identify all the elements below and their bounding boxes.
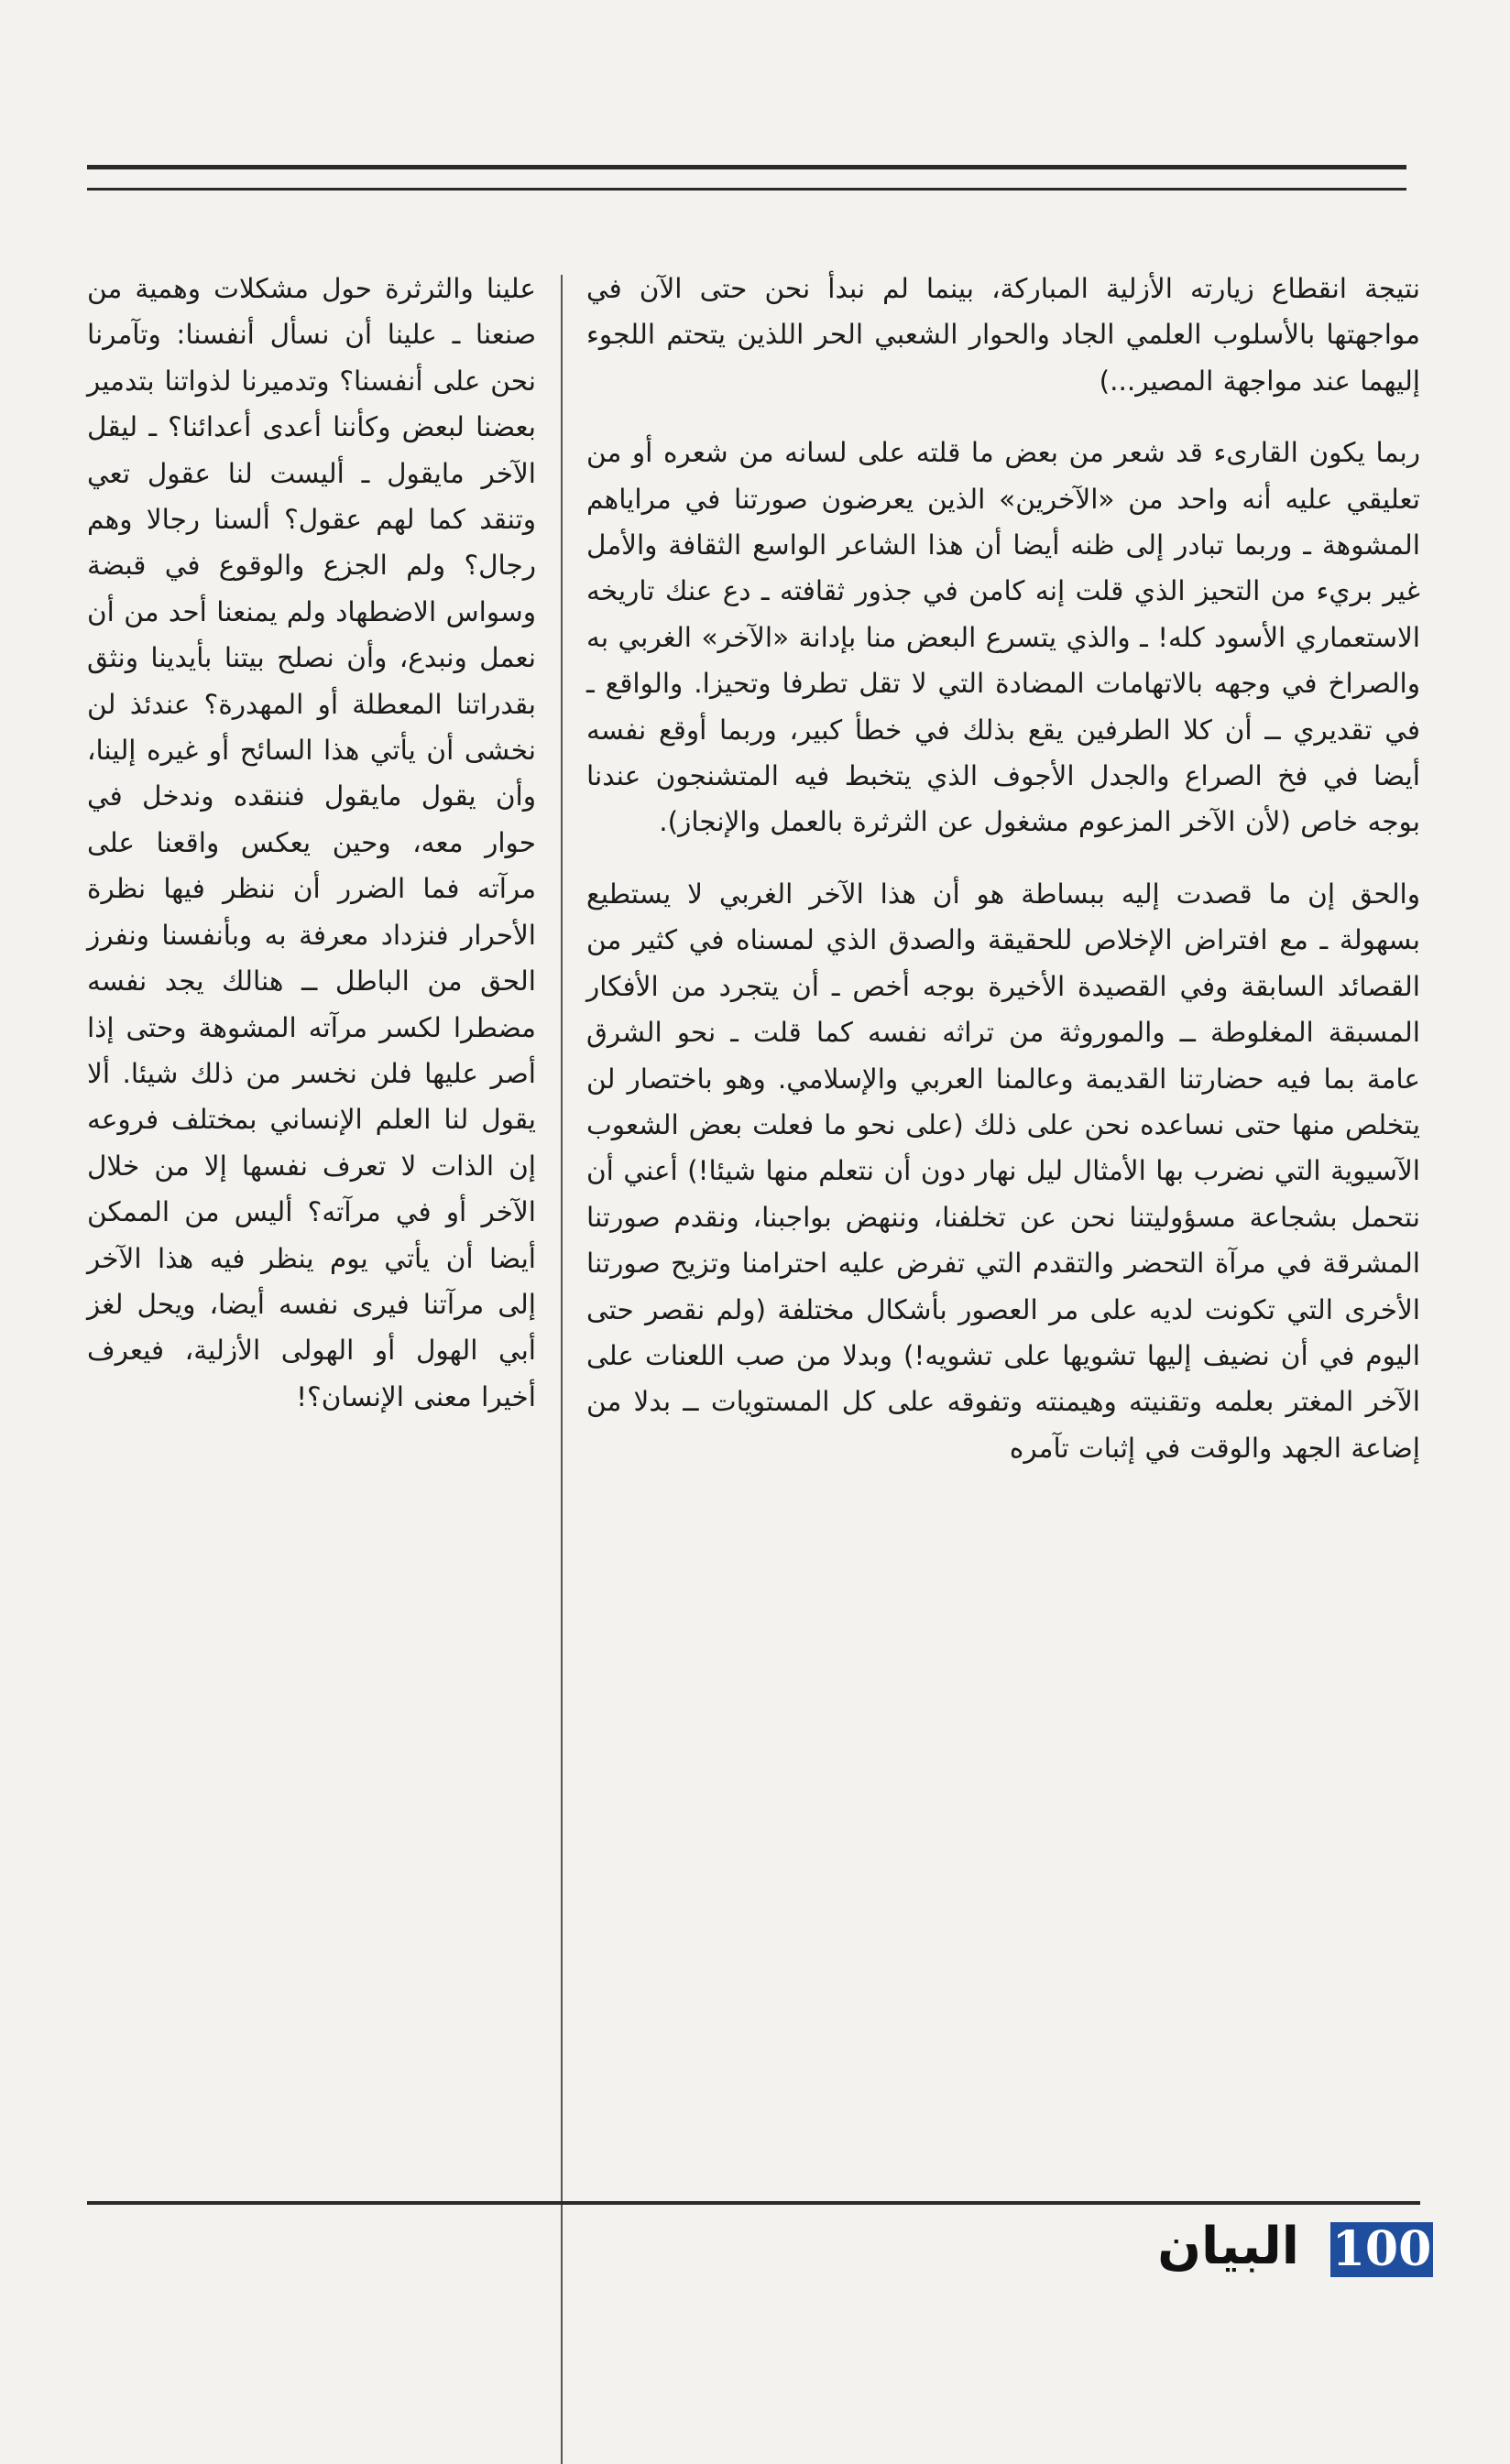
top-rule-thick — [87, 165, 1406, 169]
paragraph: نتيجة انقطاع زيارته الأزلية المباركة، بينما لم نبدأ نحن حتى الآن في مواجهتها بالأسلوب العلمي الجاد والحوار الشعبي الحر اللذين يتحتم اللجوء إليهما عند مواجهة المصير...) — [586, 273, 1420, 397]
column-divider — [561, 275, 563, 2464]
top-rule-thin — [87, 188, 1406, 191]
magazine-name: البيان — [1157, 2217, 1299, 2276]
footer-rule — [87, 2201, 1420, 2205]
paragraph: والحق إن ما قصدت إليه ببساطة هو أن هذا الآخر الغربي لا يستطيع بسهولة ـ مع افتراض الإخلاص للحقيقة والصدق الذي لمسناه في كثير من القصائد السابقة وفي القصيدة الأخيرة بوجه أخص ـ أن يتجرد من الأفكار المسبقة المغلوطة ــ والموروثة من تراثه نفسه كما قلت ـ نحو الشرق عامة بما فيه حضارتنا القديمة وعالمنا العربي والإسلامي. وهو باختصار لن يتخلص منها حتى نساعده نحن على ذلك (على نحو ما فعلت بعض الشعوب الآسيوية التي نضرب بها الأمثال ليل نهار دون أن نتعلم منها شيئا!) أعني أن نتحمل بشجاعة مسؤوليتنا نحن عن تخلفنا، وننهض بواجبنا، ونقدم صورتنا المشرقة في مرآة التحضر والتقدم التي تفرض عليه احترامنا وتزيح صورتنا الأخرى التي تكونت لديه على مر العصور بأشكال مختلفة (ولم نقصر حتى اليوم في أن نضيف إليها تشويها على تشويه!) وبدلا من صب اللعنات على الآخر المغتر بعلمه وتقنيته وهيمنته وتفوقه على كل المستويات ــ بدلا من إضاعة الجهد والوقت في إثبات تآمره — [586, 878, 1420, 1464]
paragraph: علينا والثرثرة حول مشكلات وهمية من صنعنا ـ علينا أن نسأل أنفسنا: وتآمرنا نحن على أنفسنا؟ وتدميرنا لذواتنا بتدمير بعضنا لبعض وكأننا أعدى أعدائنا؟ ـ ليقل الآخر مايقول ـ أليست لنا عقول تعي وتنقد كما لهم عقول؟ ألسنا رجالا وهم رجال؟ ولم الجزع والوقوع في قبضة وسواس الاضطهاد ولم يمنعنا أحد من أن نعمل ونبدع، وأن نصلح بيتنا بأيدينا ونثق بقدراتنا المعطلة أو المهدرة؟ عندئذ لن نخشى أن يأتي هذا السائح أو غيره إلينا، وأن يقول مايقول فننقده وندخل في حوار معه، وحين يعكس واقعنا على مرآته فما الضرر أن ننظر فيها نظرة الأحرار فنزداد معرفة به وبأنفسنا ونفرز الحق من الباطل ــ هنالك يجد نفسه مضطرا لكسر مرآته المشوهة وحتى إذا أصر عليها فلن نخسر من ذلك شيئا. ألا يقول لنا العلم الإنساني بمختلف فروعه إن الذات لا تعرف نفسها إلا من خلال الآخر أو في مرآته؟ أليس من الممكن أيضا أن يأتي يوم ينظر فيه هذا الآخر إلى مرآتنا فيرى نفسه أيضا، ويحل لغز أبي الهول أو الهولى الأزلية، فيعرف أخيرا معنى الإنسان؟! — [87, 273, 536, 1412]
left-text-column — [87, 266, 536, 1420]
right-text-column — [586, 266, 1420, 1471]
page-number-badge: 100 — [1331, 2221, 1432, 2277]
paragraph: ربما يكون القارىء قد شعر من بعض ما قلته على لسانه من شعره أو من تعليقي عليه أنه واحد من «الآخرين» الذين يعرضون صورتنا في مراياهم المشوهة ـ وربما تبادر إلى ظنه أيضا أن هذا الشاعر الواسع الثقافة والأمل غير بريء من التحيز الذي قلت إنه كامن في جذور ثقافته ـ دع عنك تاريخه الاستعماري الأسود كله! ـ والذي يتسرع البعض منا بإدانة «الآخر» الغربي به والصراخ في وجهه بالاتهامات المضادة التي لا تقل تطرفا وتحيزا. والواقع ـ في تقديري ــ أن كلا الطرفين يقع بذلك في خطأ كبير، وربما أوقع نفسه أيضا في فخ الصراع والجدل الأجوف الذي يتخبط فيه المتشنجون عندنا بوجه خاص (لأن الآخر المزعوم مشغول عن الثرثرة بالعمل والإنجاز). — [586, 437, 1420, 838]
